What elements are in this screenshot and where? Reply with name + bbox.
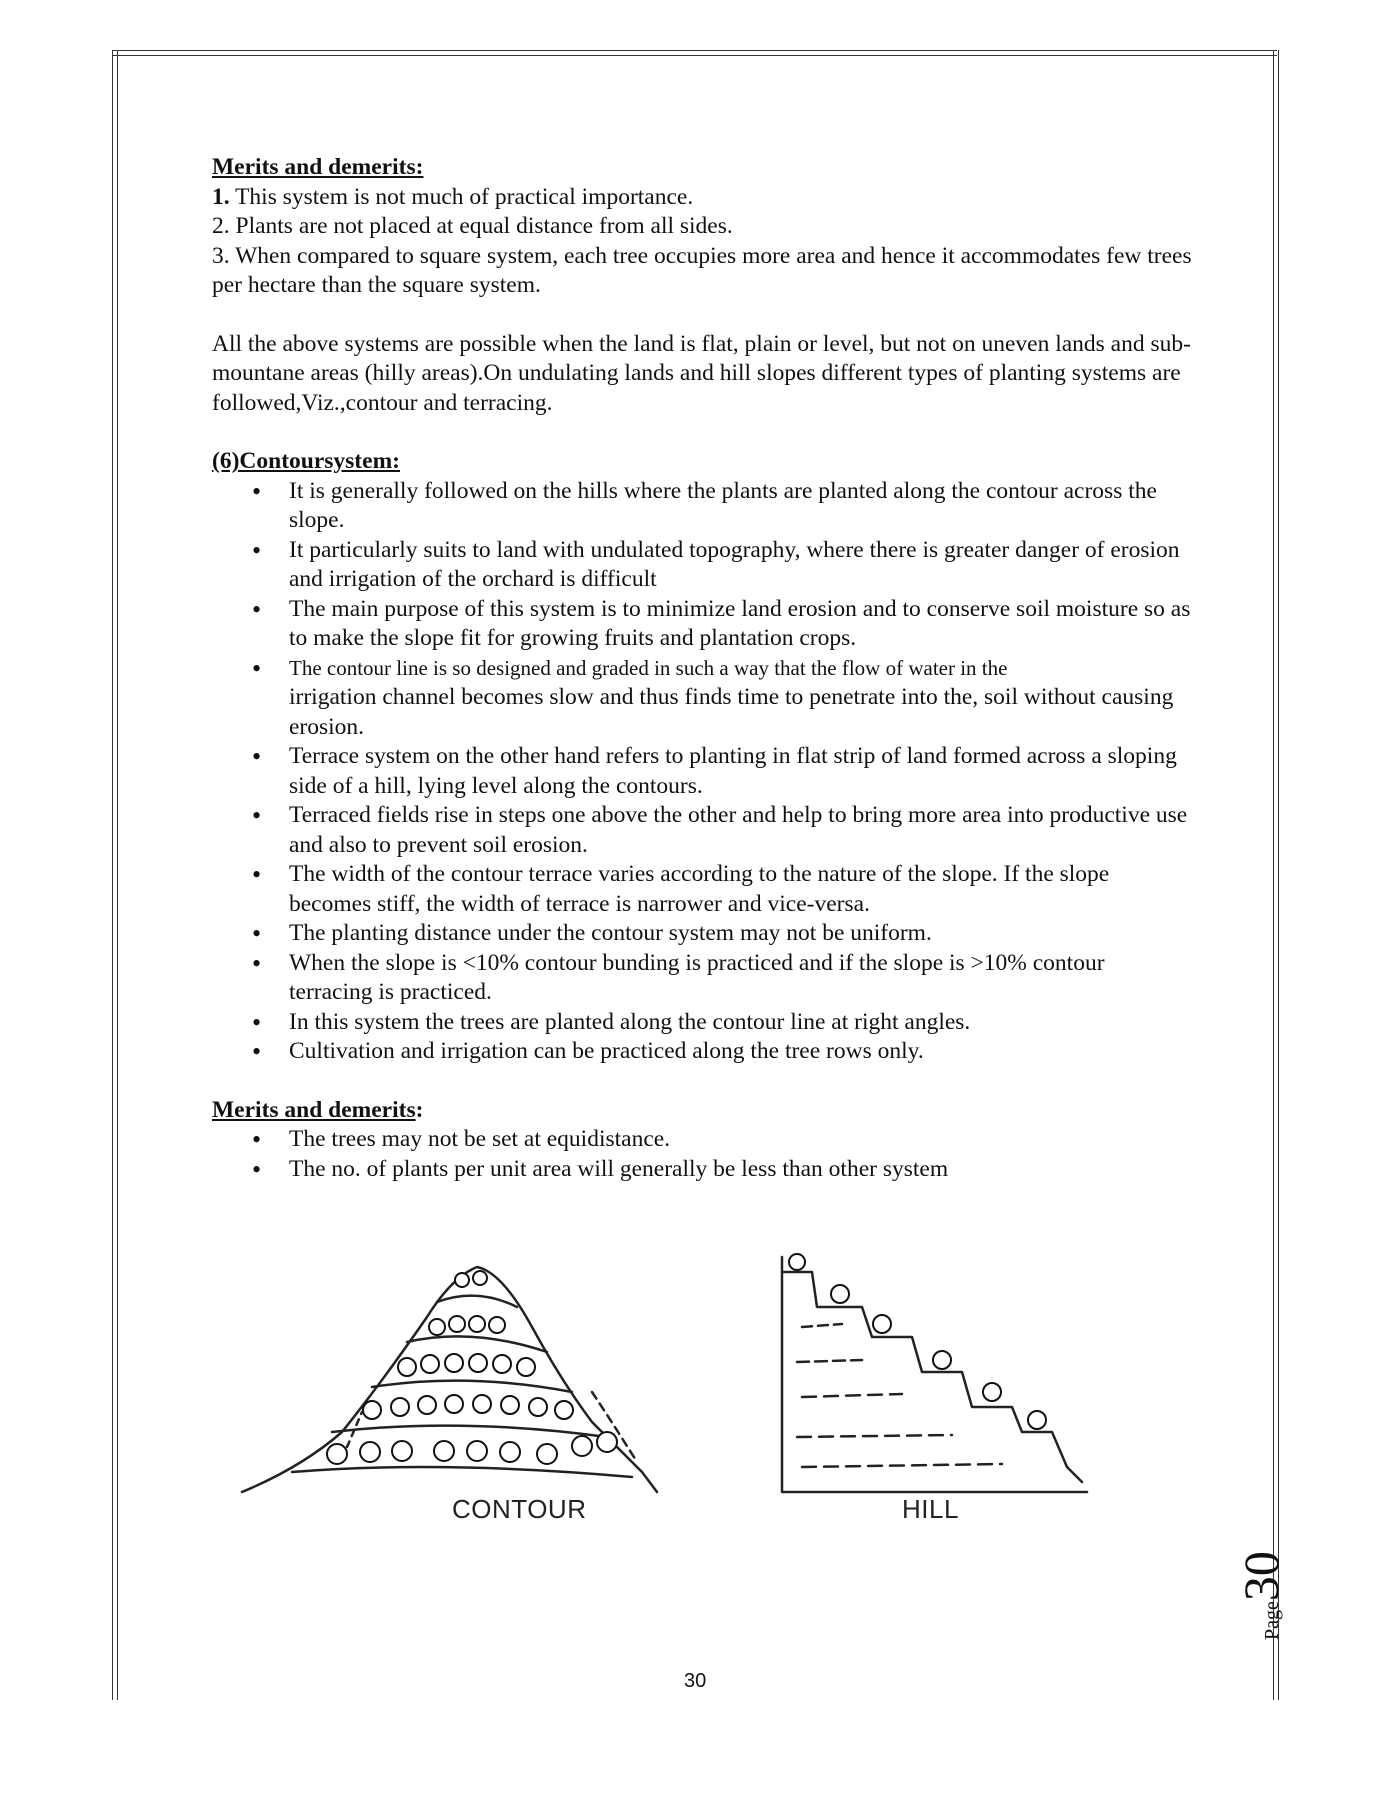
merit-bullet: • The trees may not be set at equidistance. — [212, 1125, 1192, 1155]
merit-item-1 — [212, 183, 1192, 213]
merit-item-3: 3. When compared to square system, each tree occupies more area and hence it accommodates few trees per hectare than the square system. — [212, 242, 1192, 298]
contour-bullet: • The planting distance under the contour system may not be uniform. — [212, 919, 1192, 949]
merits-heading-1: Merits and demerits: — [212, 154, 424, 180]
contour-bullet-small-text: The contour line is so designed and graded in such a way that the flow of water in the — [289, 655, 1008, 680]
contour-bullet: • It is generally followed on the hills where the plants are planted along the contour across the slope. — [212, 477, 1192, 536]
contour-bullet: • When the slope is <10% contour bunding is practiced and if the slope is >10% contour terracing is practiced. — [212, 949, 1192, 1008]
page-border-top — [112, 50, 1277, 56]
contour-bullet: • It particularly suits to land with undulated topography, where there is greater danger of erosion and irrigation of the orchard is difficult — [212, 536, 1192, 595]
side-page-label: Page — [1261, 1601, 1283, 1640]
contour-bullet — [212, 654, 1192, 743]
page-border-left — [112, 50, 118, 1700]
contour-bullet-list — [212, 477, 1192, 1067]
page-border-right — [1273, 50, 1279, 1700]
merits-heading-2 — [212, 1096, 1192, 1126]
merit-item-1-text: This system is not much of practical importance. — [229, 183, 694, 210]
contour-bullet: • The main purpose of this system is to minimize land erosion and to conserve soil moisture so as to make the slope fit for growing fruits and plantation crops. — [212, 595, 1192, 654]
contour-system-heading: (6)Contoursystem: — [212, 448, 400, 474]
merit-item-1-number: 1. — [212, 183, 230, 210]
merit-item-2: 2. Plants are not placed at equal distance from all sides. — [212, 213, 733, 239]
caption-hill: HILL — [902, 1494, 959, 1524]
contour-bullet: • Terrace system on the other hand refers to planting in flat strip of land formed across a sloping side of a hill, lying level along the contours. — [212, 742, 1192, 801]
caption-contour: CONTOUR — [452, 1494, 587, 1524]
side-page-value: 30 — [1233, 1551, 1289, 1602]
contour-hill-figure — [212, 1232, 1182, 1532]
merits-heading-2-text: Merits and demerits — [212, 1096, 416, 1123]
contour-hill-illustration — [212, 1232, 1182, 1532]
contour-bullet-text: irrigation channel becomes slow and thus finds time to penetrate into the, soil without causing erosion. — [289, 684, 1174, 740]
contour-bullet: • Terraced fields rise in steps one above the other and help to bring more area into productive use and also to prevent soil erosion. — [212, 801, 1192, 860]
merits-heading-2-colon: : — [415, 1096, 424, 1123]
contour-bullet: • The width of the contour terrace varies according to the nature of the slope. If the slope becomes stiff, the width of terrace is narrower and vice-versa. — [212, 860, 1192, 919]
merit-bullet: • The no. of plants per unit area will generally be less than other system — [212, 1155, 1192, 1185]
contour-bullet: • Cultivation and irrigation can be practiced along the tree rows only. — [212, 1037, 1192, 1067]
page-content — [212, 153, 1192, 1184]
side-page-number — [1232, 1540, 1292, 1640]
contour-bullet: • In this system the trees are planted along the contour line at right angles. — [212, 1008, 1192, 1038]
intro-paragraph: All the above systems are possible when the land is flat, plain or level, but not on uneven lands and sub-mountane areas (hilly areas).On undulating lands and hill slopes different types of planting systems are followed,Viz.,contour and terracing. — [212, 330, 1191, 416]
page-number: 30 — [684, 1670, 707, 1692]
merits-bullet-list — [212, 1125, 1192, 1184]
